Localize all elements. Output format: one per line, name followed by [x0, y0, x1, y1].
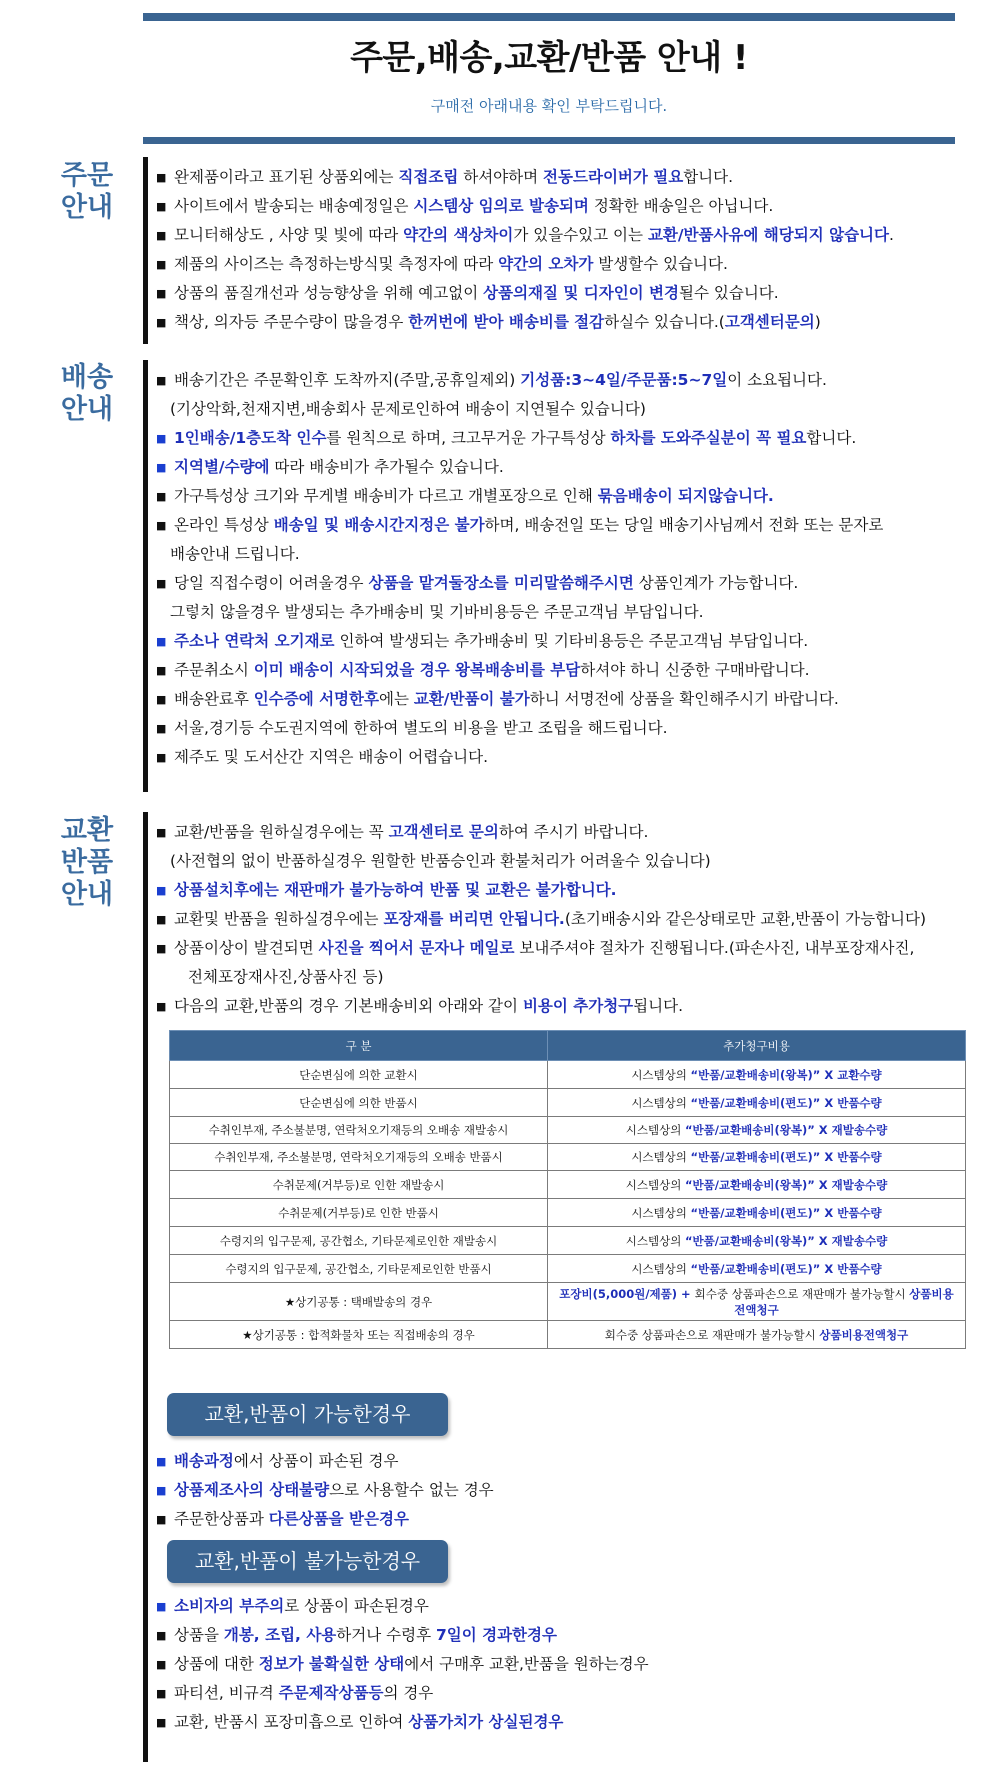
list-item	[152, 453, 883, 482]
highlight-text: 7일이 경과한경우	[435, 1626, 557, 1644]
fee-case-cell: 단순변심에 의한 반품시	[170, 1089, 548, 1117]
highlight-text: 묶음배송이 되지않습니다.	[597, 487, 774, 505]
list-item	[152, 876, 926, 905]
fee-prefix: 회수중 상품파손으로 재판매가 불가능할시	[694, 1286, 910, 1301]
list-item	[152, 482, 883, 511]
returns-section-bar	[143, 812, 148, 1762]
item-text: 당일 직접수령이 어려울경우	[174, 574, 369, 592]
item-text: 를 원칙으로 하며, 크고무거운 가구특성상	[326, 429, 611, 447]
square-bullet-icon: ■	[156, 316, 167, 329]
fee-amount-cell	[548, 1255, 966, 1283]
fee-prefix: 회수중 상품파손으로 재판매가 불가능할시	[604, 1327, 820, 1342]
fee-prefix: 시스템상의	[631, 1205, 691, 1220]
list-item	[152, 934, 926, 963]
highlight-text: 상품의재질 및 디자인이 변경	[483, 284, 679, 302]
fee-formula: “반품/교환배송비(편도)” X 반품수량	[690, 1261, 882, 1276]
blue-square-bullet-icon: ■	[156, 635, 167, 648]
highlight-text: 인수증에 서명한후	[253, 690, 379, 708]
item-text: 으로 사용할수 없는 경우	[329, 1481, 494, 1499]
top-divider	[143, 13, 955, 21]
order-section-bar	[143, 157, 148, 344]
list-item	[152, 714, 883, 743]
item-text: 교환, 반품시 포장미흡으로 인하여	[174, 1713, 409, 1731]
fee-amount-cell	[548, 1171, 966, 1199]
list-item	[152, 818, 926, 847]
fee-prefix: 시스템상의	[631, 1067, 691, 1082]
table-row	[170, 1227, 966, 1255]
square-bullet-icon: ■	[156, 913, 167, 926]
fee-formula: “반품/교환배송비(왕복)” X 재발송수량	[684, 1233, 888, 1248]
list-item	[152, 308, 894, 337]
item-text: 제주도 및 도서산간 지역은 배송이 어렵습니다.	[174, 748, 489, 766]
item-text: 가구특성상 크기와 무게별 배송비가 다르고 개별포장으로 인해	[174, 487, 598, 505]
table-row	[170, 1144, 966, 1171]
fee-case-cell: 단순변심에 의한 교환시	[170, 1061, 548, 1089]
item-text: 따라 배송비가 추가될수 있습니다.	[269, 458, 504, 476]
highlight-text: 비용이 추가청구	[522, 997, 634, 1015]
item-text: 모니터해상도 , 사양 및 빛에 따라	[174, 226, 404, 244]
fee-case-cell: 수취문제(거부등)로 인한 재발송시	[170, 1171, 548, 1199]
fee-formula: “반품/교환배송비(왕복)” X 재발송수량	[684, 1177, 888, 1192]
list-item	[152, 656, 883, 685]
order-label-line1: 주문	[60, 160, 114, 191]
square-bullet-icon: ■	[156, 287, 167, 300]
list-item	[152, 1650, 649, 1679]
table-row	[170, 1171, 966, 1199]
item-text: 배송안내 드립니다.	[170, 545, 300, 563]
blue-square-bullet-icon: ■	[156, 432, 167, 445]
fee-prefix: 시스템상의	[631, 1261, 691, 1276]
fee-formula: “반품/교환배송비(왕복)” X 재발송수량	[684, 1123, 888, 1137]
item-text: 서울,경기등 수도권지역에 한하여 별도의 비용을 받고 조립을 해드립니다.	[174, 719, 668, 737]
highlight-text: 고객센터문의	[724, 313, 815, 331]
fee-amount-cell	[548, 1283, 966, 1321]
item-text: 완제품이라고 표기된 상품외에는	[174, 168, 399, 186]
additional-fee-table	[169, 1030, 966, 1349]
highlight-text: 다른상품을 받은경우	[268, 1510, 409, 1528]
list-item	[152, 569, 883, 598]
item-text: 이 소요됩니다.	[727, 371, 827, 389]
item-text: 다음의 교환,반품의 경우 기본배송비외 아래와 같이	[174, 997, 523, 1015]
item-text: 책상, 의자등 주문수량이 많을경우	[174, 313, 409, 331]
order-list	[152, 163, 894, 337]
fee-prefix: 시스템상의	[631, 1150, 691, 1164]
fee-case-cell: 수취문제(거부등)로 인한 반품시	[170, 1199, 548, 1227]
delivery-section-bar	[143, 360, 148, 792]
table-row	[170, 1283, 966, 1321]
item-text: 상품인계가 가능합니다.	[633, 574, 799, 592]
list-item	[152, 395, 883, 424]
fee-amount-cell	[548, 1061, 966, 1089]
fee-formula: 포장비(5,000원/제품) +	[559, 1286, 695, 1301]
highlight-text: 지역별/수량에	[174, 458, 270, 476]
item-text: 파티션, 비규격	[174, 1684, 279, 1702]
blue-square-bullet-icon: ■	[156, 1484, 167, 1497]
item-text: 정확한 배송일은 아닙니다.	[588, 197, 774, 215]
item-text: 하셔야 하니 신중한 구매바랍니다.	[580, 661, 810, 679]
item-text: (사전협의 없이 반품하실경우 원할한 반품승인과 환불처리가 어려울수 있습니다)	[170, 852, 711, 870]
square-bullet-icon: ■	[156, 722, 167, 735]
blue-square-bullet-icon: ■	[156, 461, 167, 474]
fee-amount-cell	[548, 1117, 966, 1144]
highlight-text: 교환/반품사유에 해당되지 않습니다	[647, 226, 889, 244]
list-item	[152, 905, 926, 934]
list-item	[152, 847, 926, 876]
list-item	[152, 250, 894, 279]
fee-case-cell: 수취인부재, 주소불분명, 연락처오기재등의 오배송 반품시	[170, 1144, 548, 1171]
highlight-text: 상품설치후에는 재판매가 불가능하여 반품 및 교환은 불가합니다.	[174, 881, 617, 899]
list-item	[152, 1476, 494, 1505]
fee-amount-cell	[548, 1227, 966, 1255]
returns-label-line1: 교환	[60, 815, 114, 846]
order-label-line2: 안내	[60, 192, 114, 223]
item-text: 전체포장재사진,상품사진 등)	[188, 968, 384, 986]
highlight-text: 상품가치가 상실된경우	[408, 1713, 564, 1731]
impossible-list	[152, 1592, 649, 1737]
item-text: )	[814, 313, 821, 331]
fee-amount-cell	[548, 1321, 966, 1349]
fee-prefix: 시스템상의	[625, 1123, 685, 1137]
fee-case-cell: 수령지의 입구문제, 공간협소, 기타문제로인한 반품시	[170, 1255, 548, 1283]
square-bullet-icon: ■	[156, 200, 167, 213]
item-text: 될수 있습니다.	[679, 284, 779, 302]
list-item	[152, 540, 883, 569]
list-item	[152, 1708, 649, 1737]
highlight-text: 주문제작상품등	[278, 1684, 384, 1702]
highlight-text: 정보가 불확실한 상태	[258, 1655, 405, 1673]
square-bullet-icon: ■	[156, 664, 167, 677]
impossible-title-badge: 교환,반품이 불가능한경우	[167, 1540, 448, 1583]
square-bullet-icon: ■	[156, 229, 167, 242]
table-header-category: 구 분	[170, 1031, 548, 1061]
square-bullet-icon: ■	[156, 1658, 167, 1671]
highlight-text: 하차를 도와주실분이 꼭 필요	[610, 429, 807, 447]
table-row	[170, 1199, 966, 1227]
blue-square-bullet-icon: ■	[156, 1455, 167, 1468]
fee-formula: “반품/교환배송비(편도)” X 반품수량	[690, 1205, 882, 1220]
fee-formula: 상품비용전액청구	[734, 1286, 954, 1317]
list-item	[152, 192, 894, 221]
square-bullet-icon: ■	[156, 1629, 167, 1642]
page-title: 주문,배송,교환/반품 안내 !	[350, 38, 748, 78]
item-text: 합니다.	[683, 168, 734, 186]
list-item	[152, 685, 883, 714]
item-text: 하거나 수령후	[336, 1626, 436, 1644]
list-item	[152, 1621, 649, 1650]
highlight-text: 상품제조사의 상태불량	[174, 1481, 330, 1499]
table-row	[170, 1089, 966, 1117]
square-bullet-icon: ■	[156, 577, 167, 590]
highlight-text: 배송과정	[174, 1452, 234, 1470]
item-text: 하여 주시기 바랍니다.	[498, 823, 649, 841]
square-bullet-icon: ■	[156, 490, 167, 503]
table-row	[170, 1255, 966, 1283]
order-section-label	[52, 160, 122, 224]
item-text: 인하여 발생되는 추가배송비 및 기타비용등은 주문고객님 부담입니다.	[334, 632, 809, 650]
delivery-list	[152, 366, 883, 772]
fee-formula: 상품비용전액청구	[819, 1327, 909, 1342]
highlight-text: 전동드라이버가 필요	[543, 168, 684, 186]
list-item	[152, 1679, 649, 1708]
square-bullet-icon: ■	[156, 942, 167, 955]
square-bullet-icon: ■	[156, 826, 167, 839]
fee-amount-cell	[548, 1144, 966, 1171]
table-row	[170, 1117, 966, 1144]
item-text: 하며, 배송전일 또는 당일 배송기사님께서 전화 또는 문자로	[484, 516, 884, 534]
table-row	[170, 1061, 966, 1089]
returns-section-label	[52, 815, 122, 911]
item-text: (초기배송시와 같은상태로만 교환,반품이 가능합니다)	[564, 910, 927, 928]
blue-square-bullet-icon: ■	[156, 884, 167, 897]
square-bullet-icon: ■	[156, 171, 167, 184]
possible-title-badge: 교환,반품이 가능한경우	[167, 1393, 448, 1436]
fee-formula: “반품/교환배송비(편도)” X 반품수량	[690, 1150, 882, 1164]
highlight-text: 교환/반품이 불가	[413, 690, 530, 708]
list-item	[152, 992, 926, 1021]
item-text: 보내주셔야 절차가 진행됩니다.(파손사진, 내부포장재사진,	[514, 939, 915, 957]
square-bullet-icon: ■	[156, 258, 167, 271]
highlight-text: 소비자의 부주의	[174, 1597, 285, 1615]
item-text: 에서 구매후 교환,반품을 원하는경우	[404, 1655, 649, 1673]
item-text: 상품을	[174, 1626, 224, 1644]
list-item	[152, 511, 883, 540]
highlight-text: 직접조립	[398, 168, 459, 186]
item-text: (기상악화,천재지변,배송회사 문제로인하여 배송이 지연될수 있습니다)	[170, 400, 646, 418]
square-bullet-icon: ■	[156, 519, 167, 532]
list-item	[152, 598, 883, 627]
highlight-text: 한꺼번에 받아 배송비를 절감	[408, 313, 605, 331]
list-item	[152, 743, 883, 772]
item-text: 배송완료후	[174, 690, 254, 708]
item-text: 로 상품이 파손된경우	[284, 1597, 429, 1615]
fee-amount-cell	[548, 1199, 966, 1227]
header-divider	[143, 137, 955, 144]
blue-square-bullet-icon: ■	[156, 1600, 167, 1613]
highlight-text: 기성품:3~4일/주문품:5~7일	[520, 371, 728, 389]
item-text: 의 경우	[383, 1684, 434, 1702]
fee-case-cell: ★상기공통 : 택배발송의 경우	[170, 1283, 548, 1321]
table-row	[170, 1321, 966, 1349]
square-bullet-icon: ■	[156, 374, 167, 387]
returns-label-line3: 안내	[60, 879, 114, 910]
item-text: 배송기간은 주문확인후 도착까지(주말,공휴일제외)	[174, 371, 521, 389]
item-text: 주문한상품과	[174, 1510, 269, 1528]
possible-list	[152, 1447, 494, 1534]
highlight-text: 주소나 연락처 오기재로	[174, 632, 335, 650]
fee-formula: “반품/교환배송비(왕복)” X 교환수량	[690, 1067, 882, 1082]
returns-label-line2: 반품	[60, 847, 114, 878]
item-text: 온라인 특성상	[174, 516, 274, 534]
highlight-text: 약간의 오차가	[498, 255, 594, 273]
highlight-text: 상품을 맡겨둘장소를 미리말씀해주시면	[368, 574, 634, 592]
fee-case-cell: 수취인부재, 주소불분명, 연락처오기재등의 오배송 재발송시	[170, 1117, 548, 1144]
item-text: 가 있을수있고 이는	[513, 226, 648, 244]
list-item	[152, 1592, 649, 1621]
fee-prefix: 시스템상의	[625, 1177, 685, 1192]
item-text: 발생할수 있습니다.	[593, 255, 728, 273]
delivery-section-label	[52, 362, 122, 426]
list-item	[152, 963, 926, 992]
item-text: .	[889, 226, 894, 244]
item-text: 에서 상품이 파손된 경우	[233, 1452, 399, 1470]
square-bullet-icon: ■	[156, 1000, 167, 1013]
list-item	[152, 163, 894, 192]
table-header-fee: 추가청구비용	[548, 1031, 966, 1061]
square-bullet-icon: ■	[156, 1513, 167, 1526]
fee-case-cell: ★상기공통 : 합적화물차 또는 직접배송의 경우	[170, 1321, 548, 1349]
highlight-text: 사진을 찍어서 문자나 메일로	[318, 939, 515, 957]
highlight-text: 고객센터로 문의	[388, 823, 499, 841]
item-text: 사이트에서 발송되는 배송예정일은	[174, 197, 414, 215]
fee-amount-cell	[548, 1089, 966, 1117]
square-bullet-icon: ■	[156, 1687, 167, 1700]
highlight-text: 개봉, 조립, 사용	[223, 1626, 337, 1644]
item-text: 상품에 대한	[174, 1655, 259, 1673]
item-text: 교환및 반품을 원하실경우에는	[174, 910, 384, 928]
square-bullet-icon: ■	[156, 1716, 167, 1729]
delivery-label-line2: 안내	[60, 394, 114, 425]
list-item	[152, 366, 883, 395]
fee-prefix: 시스템상의	[631, 1095, 691, 1110]
item-text: 에는	[378, 690, 414, 708]
item-text: 교환/반품을 원하실경우에는 꼭	[174, 823, 389, 841]
square-bullet-icon: ■	[156, 751, 167, 764]
item-text: 됩니다.	[633, 997, 684, 1015]
highlight-text: 약간의 색상차이	[403, 226, 514, 244]
item-text: 그렇치 않을경우 발생되는 추가배송비 및 기바비용등은 주문고객님 부담입니다.	[170, 603, 704, 621]
highlight-text: 1인배송/1층도착 인수	[174, 429, 327, 447]
list-item	[152, 279, 894, 308]
list-item	[152, 627, 883, 656]
item-text: 하셔야하며	[458, 168, 544, 186]
item-text: 상품이상이 발견되면	[174, 939, 319, 957]
fee-prefix: 시스템상의	[625, 1233, 685, 1248]
list-item	[152, 221, 894, 250]
item-text: 합니다.	[806, 429, 857, 447]
list-item	[152, 424, 883, 453]
item-text: 주문취소시	[174, 661, 254, 679]
highlight-text: 시스템상 임의로 발송되며	[413, 197, 589, 215]
fee-formula: “반품/교환배송비(편도)” X 반품수량	[690, 1095, 882, 1110]
page-subtitle: 구매전 아래내용 확인 부탁드립니다.	[430, 97, 668, 115]
item-text: 상품의 품질개선과 성능향상을 위해 예고없이	[174, 284, 484, 302]
returns-list	[152, 818, 926, 1021]
delivery-label-line1: 배송	[60, 362, 114, 393]
fee-case-cell: 수령지의 입구문제, 공간협소, 기타문제로인한 재발송시	[170, 1227, 548, 1255]
item-text: 하실수 있습니다.(	[604, 313, 725, 331]
square-bullet-icon: ■	[156, 693, 167, 706]
highlight-text: 이미 배송이 시작되었을 경우 왕복배송비를 부담	[253, 661, 581, 679]
table-header-row	[170, 1031, 966, 1061]
item-text: 하니 서명전에 상품을 확인해주시기 바랍니다.	[529, 690, 839, 708]
highlight-text: 포장재를 버리면 안됩니다.	[383, 910, 565, 928]
list-item	[152, 1505, 494, 1534]
item-text: 제품의 사이즈는 측정하는방식및 측정자에 따라	[174, 255, 499, 273]
highlight-text: 배송일 및 배송시간지정은 불가	[273, 516, 485, 534]
list-item	[152, 1447, 494, 1476]
